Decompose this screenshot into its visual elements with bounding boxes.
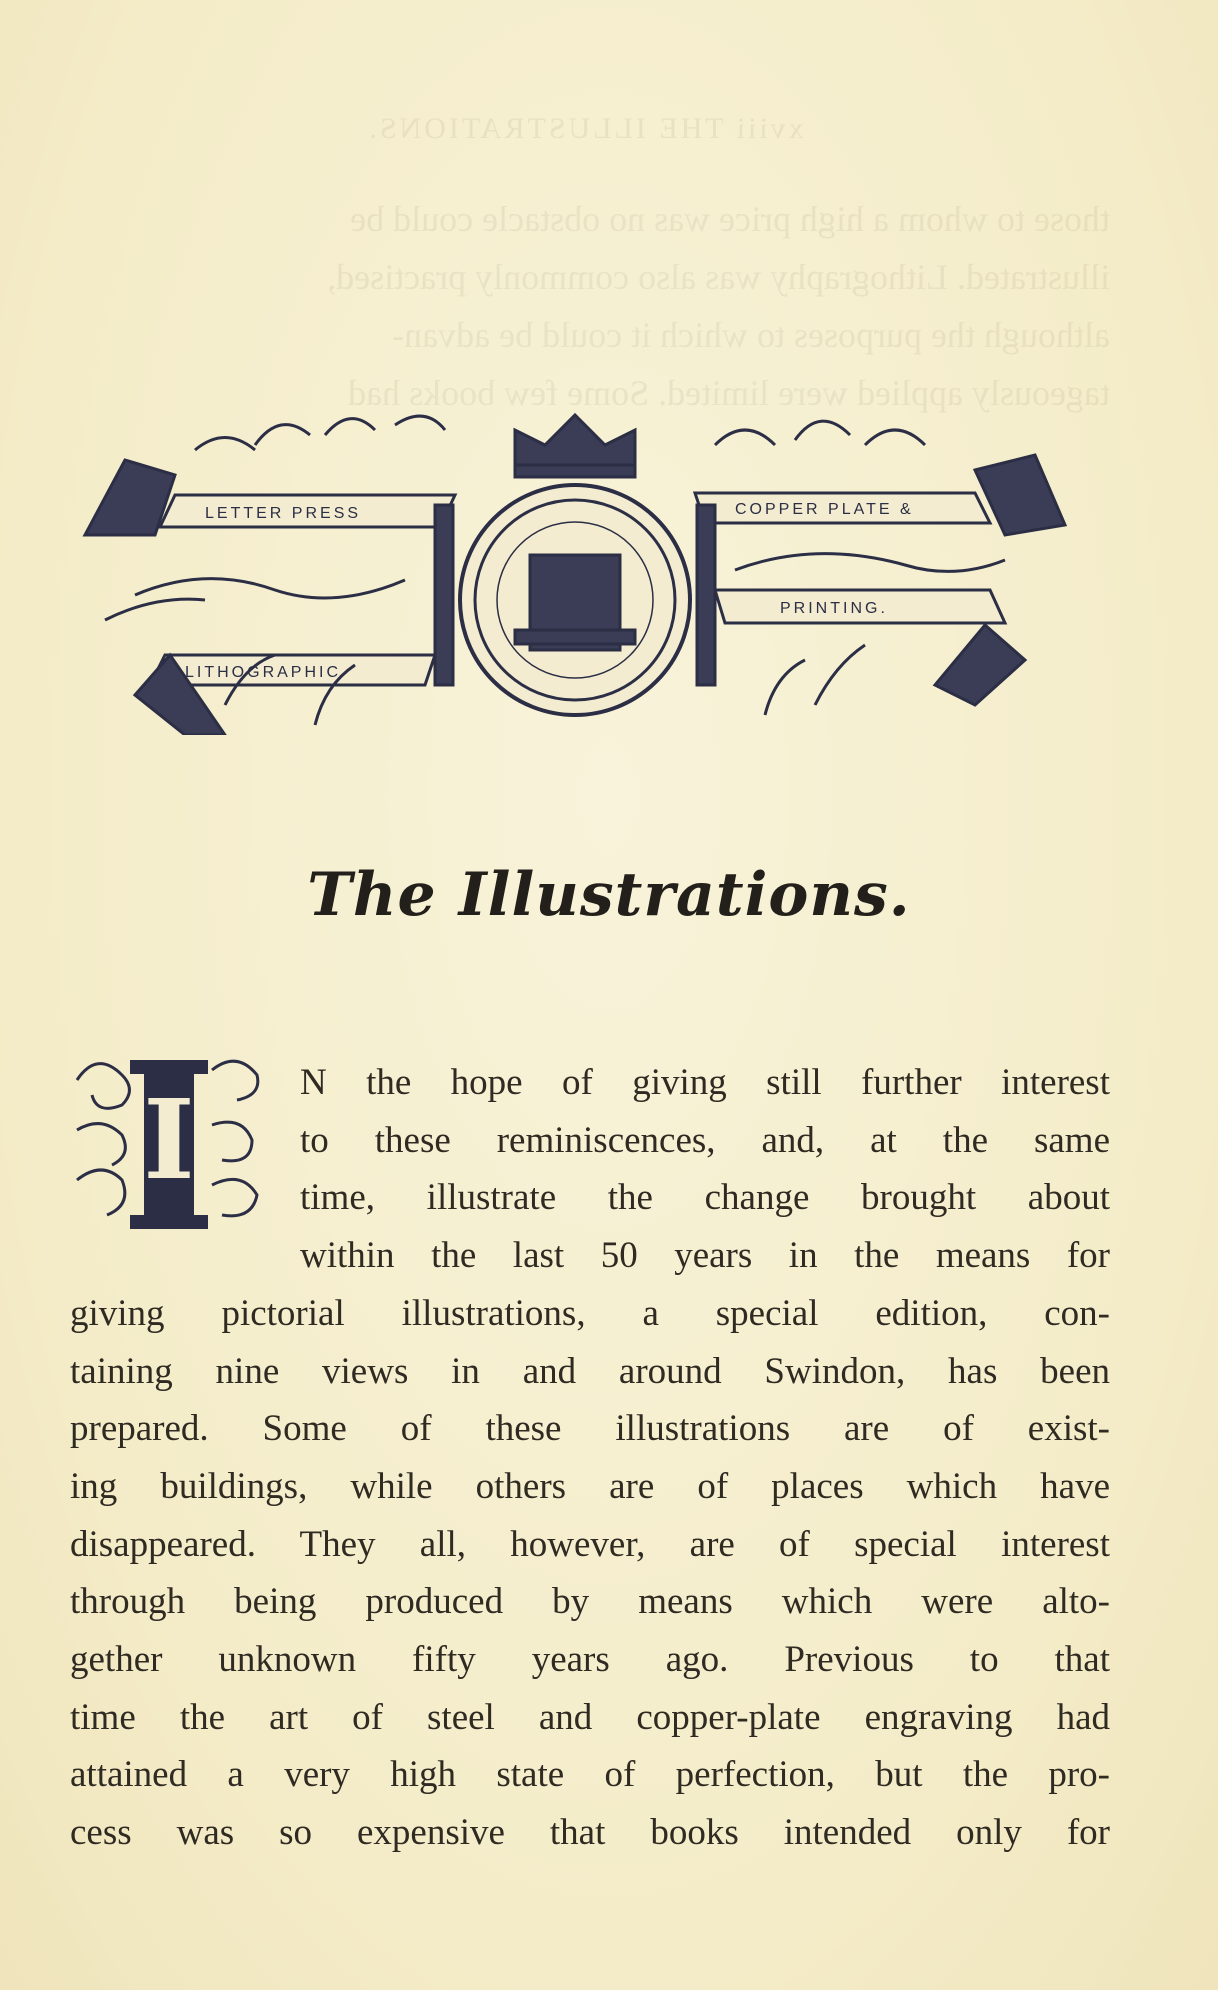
svg-text:I: I xyxy=(143,1075,195,1204)
body-line: prepared. Some of these illustrations are of exist- xyxy=(70,1408,1110,1450)
ribbon-label-printing: PRINTING. xyxy=(780,600,888,617)
body-line: time the art of steel and copper-plate engraving had xyxy=(70,1696,1110,1738)
ribbon-label-letter-press: LETTER PRESS xyxy=(205,505,362,522)
body-line: through being produced by means which were alto- xyxy=(70,1581,1110,1623)
body-line: ing buildings, while others are of places which have xyxy=(70,1465,1110,1507)
body-line: time, illustrate the change brought about xyxy=(300,1177,1110,1219)
body-line: within the last 50 years in the means for xyxy=(300,1235,1110,1277)
bleed-through-text: xviii THE ILLUSTRATIONS. those to whom a high price was no obstacle could be illustrated. Lithography was also commonly practised, although the purposes to which it could be advan- tageously applied were limited. Some few books had xyxy=(327,112,1110,413)
body-line: disappeared. They all, however, are of special interest xyxy=(70,1523,1110,1565)
ribbon-label-copper-plate: COPPER PLATE & xyxy=(735,501,914,518)
body-line: taining nine views in and around Swindon, has been xyxy=(70,1350,1110,1392)
printing-emblem xyxy=(75,405,1075,735)
body-paragraph xyxy=(70,1054,1110,1862)
page-title: The Illustrations. xyxy=(307,860,911,930)
body-line: giving pictorial illustrations, a special edition, con- xyxy=(70,1292,1110,1334)
body-line: gether unknown fifty years ago. Previous to that xyxy=(70,1639,1110,1681)
body-line: to these reminiscences, and, at the same xyxy=(300,1119,1110,1161)
body-line: attained a very high state of perfection, but the pro- xyxy=(70,1754,1110,1796)
body-line: N the hope of giving still further interest xyxy=(300,1062,1110,1103)
body-line: cess was so expensive that books intended only for xyxy=(70,1812,1110,1854)
ribbon-label-lithographic: LITHOGRAPHIC xyxy=(185,664,342,681)
